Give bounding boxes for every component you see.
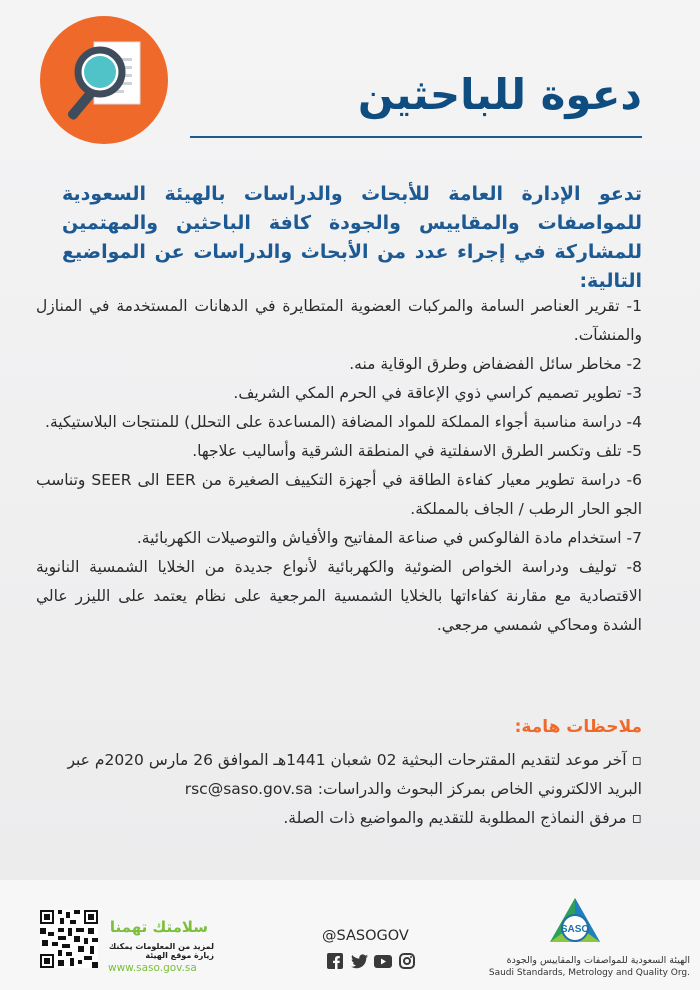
list-item: 5- تلف وتكسر الطرق الاسفلتية في المنطقة الشرقية وأساليب علاجها.: [192, 442, 642, 460]
instagram-icon[interactable]: [398, 952, 416, 970]
list-item: 1- تقرير العناصر السامة والمركبات العضوية المتطايرة في الدهانات المستخدمة في المنازل والمنشآت.: [36, 297, 642, 344]
topics-list: [36, 292, 642, 640]
list-item: 7- استخدام مادة الفالوكس في صناعة المفاتيح والأفياش والتوصيلات الكهربائية.: [136, 529, 642, 547]
facebook-icon[interactable]: [326, 952, 344, 970]
slogan-subtitle: لمزيد من المعلومات يمكنك زيارة موقع الهيئة: [108, 942, 214, 960]
page-title: دعوة للباحثين: [357, 70, 642, 119]
list-item: 6- دراسة تطوير معيار كفاءة الطاقة في أجهزة التكييف الصغيرة من EER الى SEER وتناسب الجو الحار الرطب / الجاف بالمملكة.: [36, 471, 642, 518]
logo-text: SASO: [560, 924, 590, 935]
footer: [0, 880, 700, 990]
deadline-text: آخر موعد لتقديم المقترحات البحثية 02 شعبان 1441هـ الموافق 26 مارس 2020م عبر البريد الالكتروني الخاص بمركز البحوث والدراسات:: [67, 751, 642, 798]
list-item: 2- مخاطر سائل الفضفاض وطرق الوقاية منه.: [349, 355, 642, 373]
title-divider: [190, 136, 642, 138]
website-link[interactable]: www.saso.gov.sa: [108, 962, 197, 974]
list-item: 8- توليف ودراسة الخواص الضوئية والكهربائية لأنواع جديدة من الخلايا الشمسية النانوية الاقتصادية مع مقارنة كفاءاتها بالخلايا الشمسية المرجعية على نظام يعتمد على الليزر عالي الشدة ومحاكي شمسي مرجعي.: [36, 558, 642, 634]
twitter-icon[interactable]: [350, 952, 368, 970]
youtube-icon[interactable]: [374, 952, 392, 970]
attachment-text: مرفق النماذج المطلوبة للتقديم والمواضيع ذات الصلة.: [283, 809, 627, 827]
notes-heading: ملاحظات هامة:: [514, 717, 642, 737]
qr-code-icon[interactable]: [40, 910, 98, 968]
saso-logo: [546, 894, 604, 950]
org-name-english: Saudi Standards, Metrology and Quality Org.: [488, 968, 690, 978]
notes-list: [40, 746, 642, 833]
intro-paragraph: تدعو الإدارة العامة للأبحاث والدراسات بالهيئة السعودية للمواصفات والمقاييس والجودة كافة الباحثين والمهتمين للمشاركة في إجراء عدد من الأبحاث والدراسات عن المواضيع التالية:: [62, 183, 642, 292]
email-link[interactable]: rsc@saso.gov.sa: [184, 780, 313, 798]
org-name-arabic: الهيئة السعودية للمواصفات والمقاييس والجودة: [506, 955, 690, 966]
social-handle[interactable]: @SASOGOV: [322, 928, 409, 944]
list-item: 3- تطوير تصميم كراسي ذوي الإعاقة في الحرم المكي الشريف.: [233, 384, 642, 402]
slogan: سلامتك تهمنا: [109, 918, 208, 936]
note-attachment: ▫ مرفق النماذج المطلوبة للتقديم والمواضيع ذات الصلة.: [283, 809, 642, 827]
note-deadline: ▫ آخر موعد لتقديم المقترحات البحثية 02 شعبان 1441هـ الموافق 26 مارس 2020م عبر البريد الالكتروني الخاص بمركز البحوث والدراسات: rsc@saso.gov.sa: [67, 751, 642, 798]
document-search-icon: [40, 16, 168, 144]
list-item: 4- دراسة مناسبة أجواء المملكة للمواد المضافة (المساعدة على التحلل) للمنتجات البلاستيكية.: [45, 413, 642, 431]
social-icons: [326, 952, 416, 970]
